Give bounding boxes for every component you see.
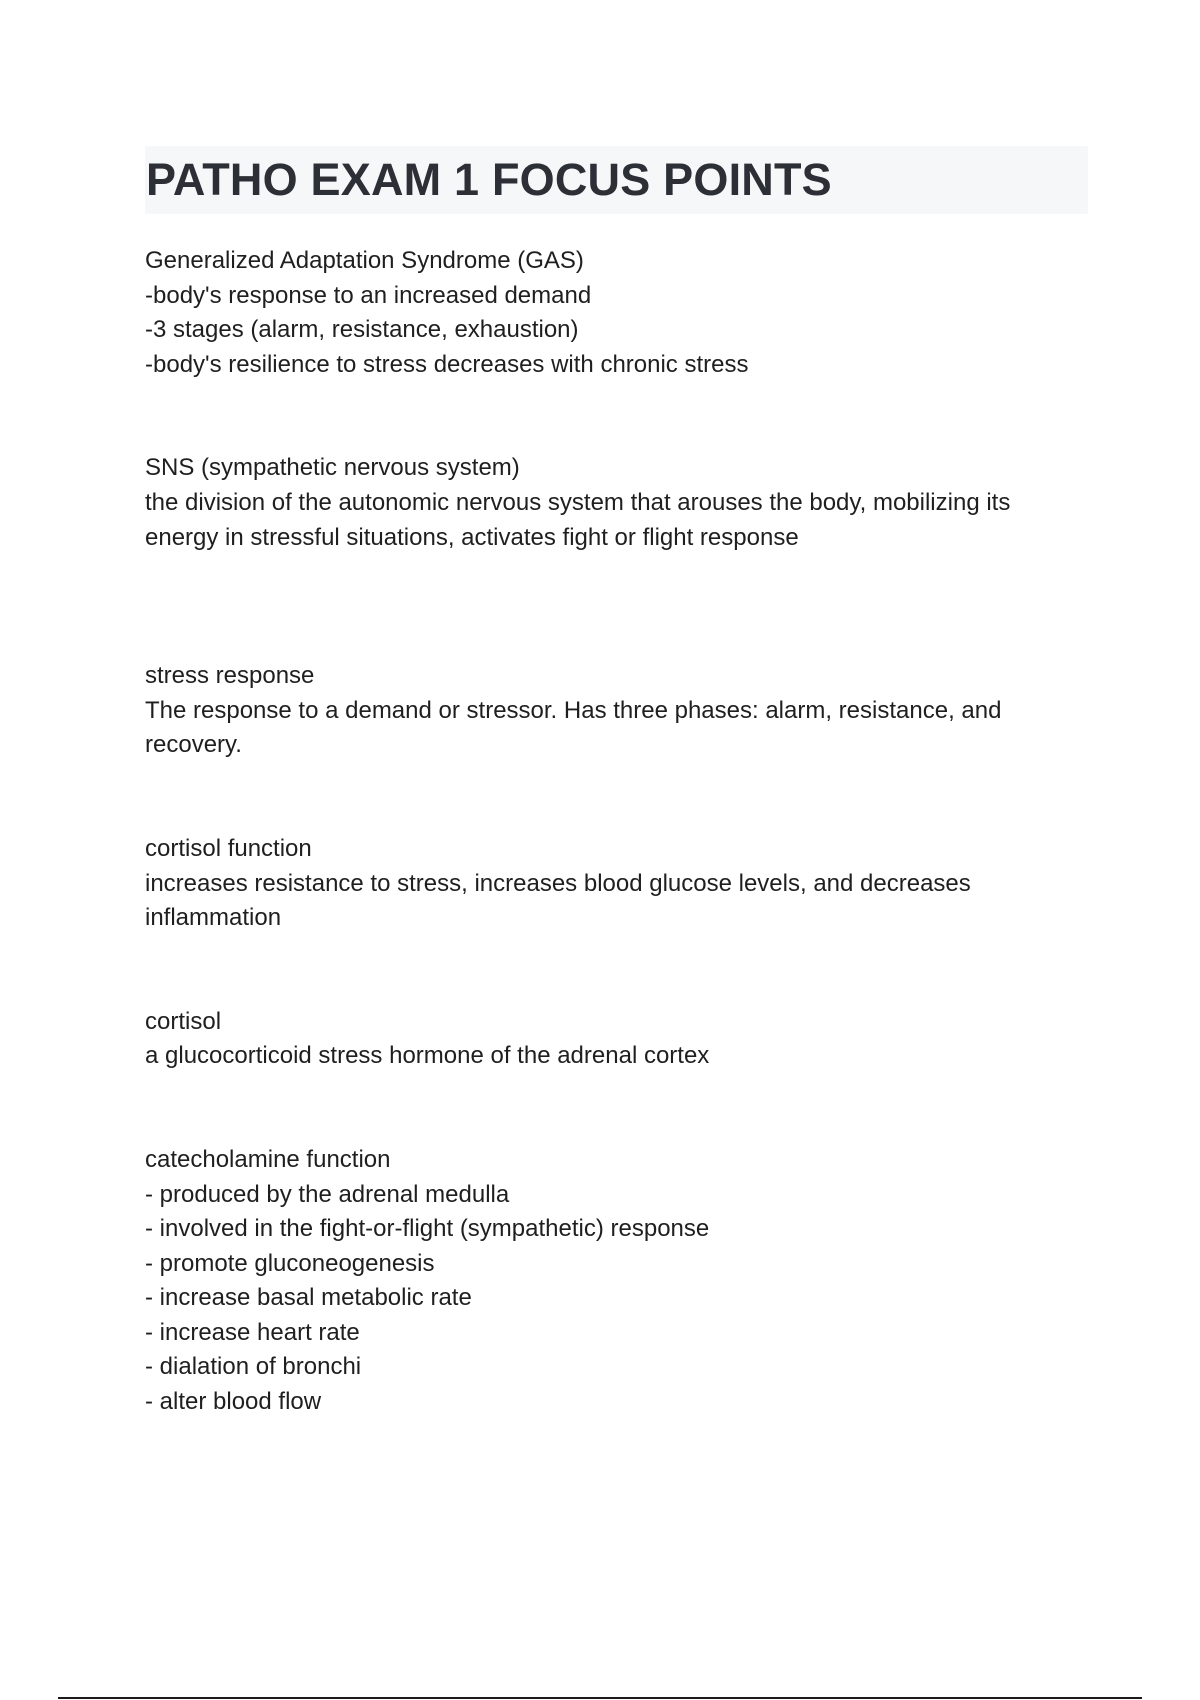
entry-term: catecholamine function <box>145 1145 391 1173</box>
footer-rule <box>58 1697 1142 1699</box>
entry-cortisol <box>145 1005 1090 1074</box>
entry-line: - dialation of bronchi <box>145 1353 362 1381</box>
entry-line: increases resistance to stress, increases blood glucose levels, and decreases inflammation <box>145 869 971 932</box>
entry-term: SNS (sympathetic nervous system) <box>145 454 520 482</box>
entry-line: the division of the autonomic nervous system that arouses the body, mobilizing its energy in stressful situations, activates fight or flight response <box>145 488 1011 551</box>
entry-line: The response to a demand or stressor. Has three phases: alarm, resistance, and recovery. <box>145 696 1002 759</box>
document-body <box>145 244 1090 1420</box>
entry-line: -3 stages (alarm, resistance, exhaustion) <box>145 316 579 344</box>
entry-term: cortisol function <box>145 834 312 862</box>
entry-catecholamine-function <box>145 1143 1090 1420</box>
entry-term: Generalized Adaptation Syndrome (GAS) <box>145 247 584 274</box>
entry-term: cortisol <box>145 1007 222 1035</box>
entry-line: -body's resilience to stress decreases with chronic stress <box>145 350 749 378</box>
entry-gas <box>145 244 1090 382</box>
entry-line: - promote gluconeogenesis <box>145 1249 435 1277</box>
entry-line: - increase heart rate <box>145 1318 360 1346</box>
entry-line: - increase basal metabolic rate <box>145 1284 472 1312</box>
entry-line: a glucocorticoid stress hormone of the adrenal cortex <box>145 1042 710 1070</box>
entry-line: - alter blood flow <box>145 1388 322 1416</box>
entry-line: - produced by the adrenal medulla <box>145 1180 510 1208</box>
entry-line: - involved in the fight-or-flight (sympathetic) response <box>145 1215 710 1243</box>
entry-cortisol-function <box>145 832 1090 936</box>
entry-term: stress response <box>145 662 315 690</box>
page-title: PATHO EXAM 1 FOCUS POINTS <box>146 154 832 205</box>
entry-sns <box>145 451 1090 555</box>
entry-line: -body's response to an increased demand <box>145 281 592 309</box>
entry-stress-response <box>145 659 1090 763</box>
